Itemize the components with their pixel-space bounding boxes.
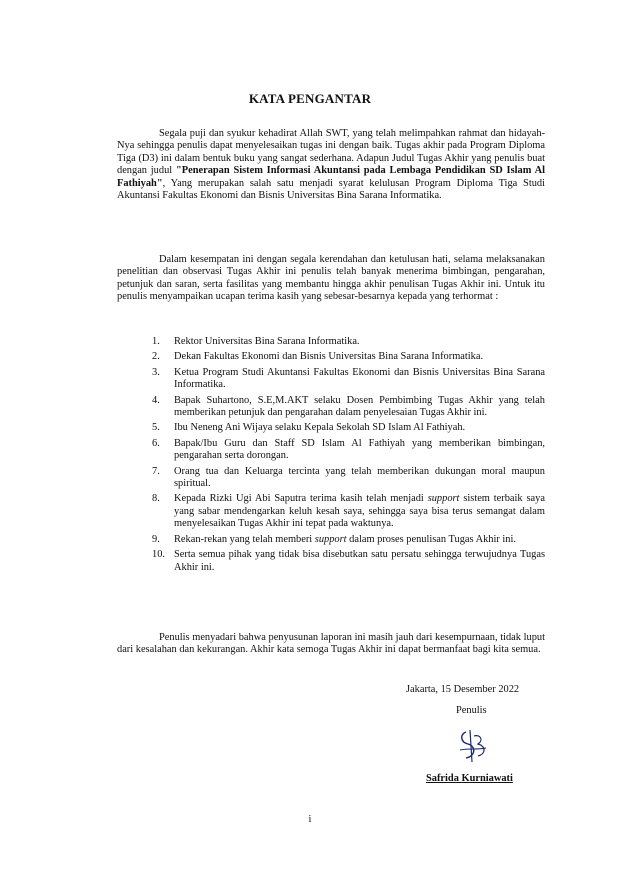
page-title: KATA PENGANTAR [248,91,372,106]
paragraph-closing: Penulis menyadari bahwa penyusunan laporan ini masih jauh dari kesempurnaan, tidak luput dari kesalahan dan kekurangan. Akhir kata semoga Tugas Akhir ini dapat bermanfaat bagi kita semua. [117,632,545,656]
list-number: 2. [152,351,160,363]
list-text: Bapak/Ibu Guru dan Staff SD Islam Al Fathiyah yang memberikan bimbingan, pengarahan serta dorongan. [174,437,545,462]
list-item [152,336,545,348]
list-text: Rektor Universitas Bina Sarana Informatika. [174,336,360,347]
paragraph-opening-text-2: , Yang merupakan salah satu menjadi syarat kelulusan Program Diploma Tiga Studi Akuntansi Fakultas Ekonomi dan Bisnis Universitas Bina Sarana Informatika. [117,177,545,202]
list-text: Bapak Suhartono, S.E,M.AKT selaku Dosen Pembimbing Tugas Akhir yang telah memberikan petunjuk dan pengarahan dalam penyelesaian Tugas Akhir ini. [174,394,545,419]
list-number: 5. [152,422,160,434]
list-item [152,351,545,363]
acknowledgement-list [152,336,545,577]
list-item [152,438,545,463]
paragraph-opening [117,128,545,202]
list-item [152,534,545,546]
list-text: Ketua Program Studi Akuntansi Fakultas Ekonomi dan Bisnis Universitas Bina Sarana Informatika. [174,366,545,391]
signature-icon [456,726,490,766]
list-text-emphasis: support [314,533,347,545]
author-role: Penulis [456,705,487,716]
list-number: 4. [152,394,160,406]
list-item [152,466,545,491]
paragraph-opening-text-1: Segala puji dan syukur kehadirat Allah SWT, yang telah melimpahkan rahmat dan hidayah-Nya sehingga penulis dapat menyelesaikan tugas ini dengan baik. Tugas akhir pada Program Diploma Tiga (D3) ini dalam bentuk buku yang sangat sederhana. Adapun Judul Tugas Akhir yang penulis buat dengan judul [117,128,545,177]
list-item [152,493,545,530]
list-number: 8. [152,493,160,505]
list-number: 10. [152,549,165,561]
list-number: 9. [152,533,160,545]
list-number: 7. [152,465,160,477]
list-text-pre: Rekan-rekan yang telah memberi [174,533,315,545]
list-item [152,367,545,392]
list-text-pre: Kepada Rizki Ugi Abi Saputra terima kasih telah menjadi [174,493,428,505]
paragraph-acknowledgement: Dalam kesempatan ini dengan segala kerendahan dan ketulusan hati, selama melaksanakan penelitian dan observasi Tugas Akhir ini penulis telah banyak menerima bimbingan, pengarahan, petunjuk dan saran, serta fasilitas yang membantu hingga akhir penulisan Tugas Akhir ini. Untuk itu penulis menyampaikan ucapan terima kasih yang sebesar-besarnya kepada yang terhormat : [117,254,545,303]
list-number: 3. [152,366,160,378]
list-text-emphasis: support [427,493,460,505]
list-text: Orang tua dan Keluarga tercinta yang telah memberikan dukungan moral maupun spiritual. [174,465,545,490]
list-item [152,422,545,434]
list-text-post: sistem terbaik saya yang sabar mendengarkan keluh kesah saya, sehingga saya bisa terus semangat dalam menyelesaikan Tugas Akhir ini tepat pada waktunya. [174,493,545,530]
list-item [152,549,545,574]
list-text: Dekan Fakultas Ekonomi dan Bisnis Universitas Bina Sarana Informatika. [174,351,484,363]
list-text: Serta semua pihak yang tidak bisa disebutkan satu persatu sehingga terwujudnya Tugas Akhir ini. [174,549,545,573]
place-date: Jakarta, 15 Desember 2022 [406,684,520,695]
list-text: Ibu Neneng Ani Wijaya selaku Kepala Sekolah SD Islam Al Fathiyah. [174,422,466,434]
page-number: i [308,814,312,825]
list-number: 6. [152,437,160,449]
list-item [152,395,545,420]
list-text-post: dalam proses penulisan Tugas Akhir ini. [346,533,516,545]
thesis-title: "Penerapan Sistem Informasi Akuntansi pada Lembaga Pendidikan SD Islam Al Fathiyah" [117,165,545,189]
list-number: 1. [152,336,160,347]
signer-name: Safrida Kurniawati [426,773,513,784]
